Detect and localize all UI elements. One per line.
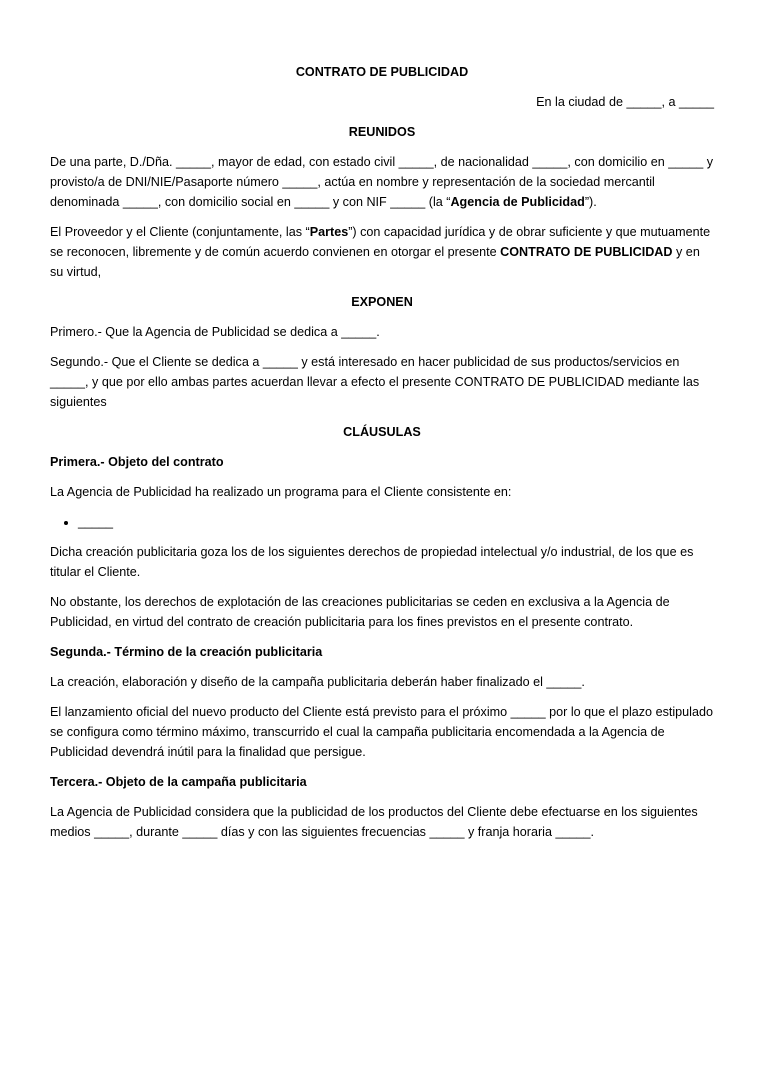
place-date-line: En la ciudad de _____, a _____: [536, 95, 714, 109]
document-body: [50, 62, 714, 852]
heading-reunidos: REUNIDOS: [348, 125, 416, 139]
reunidos-p2-a: El Proveedor y el Cliente (conjuntamente, las “: [50, 225, 310, 239]
exponen-primero: Primero.- Que la Agencia de Publicidad se dedica a _____.: [50, 325, 380, 339]
clausula-segunda-p2: El lanzamiento oficial del nuevo producto del Cliente está previsto para el próximo _____ por lo que el plazo estipulado se configura como término máximo, transcurrido el cual la campaña publicitaria encomendada a la Agencia de Publicidad devendrá inútil para la finalidad que persigue.: [50, 705, 713, 759]
reunidos-p2-bold: Partes: [309, 225, 349, 239]
clausula-tercera-title: Tercera.- Objeto de la campaña publicitaria: [50, 775, 307, 789]
reunidos-p1-text: De una parte, D./Dña. _____, mayor de edad, con estado civil _____, de nacionalidad _____, con domicilio en _____ y provisto/a de DNI/NIE/Pasaporte número _____, actúa en nombre y representación de la sociedad mercantil denominada _____, con domicilio social en _____ y con NIF _____ (la “: [50, 155, 714, 209]
exponen-segundo: Segundo.- Que el Cliente se dedica a _____ y está interesado en hacer publicidad de sus productos/servicios en _____, y que por ello ambas partes acuerdan llevar a efecto el presente CONTRATO DE PUBLICIDAD mediante las siguientes: [50, 355, 700, 409]
heading-exponen: EXPONEN: [351, 295, 413, 309]
reunidos-p1-end: ”).: [584, 195, 597, 209]
clausula-segunda-p1: La creación, elaboración y diseño de la campaña publicitaria deberán haber finalizado el _____.: [50, 675, 585, 689]
clausula-segunda-title: Segunda.- Término de la creación publicitaria: [50, 645, 323, 659]
reunidos-paragraph-1: [50, 152, 714, 212]
heading-clausulas: CLÁUSULAS: [343, 425, 421, 439]
clausula-primera-p2: Dicha creación publicitaria goza los de los siguientes derechos de propiedad intelectual y/o industrial, de los que es titular el Cliente.: [50, 545, 694, 579]
clausula-tercera-p1: La Agencia de Publicidad considera que la publicidad de los productos del Cliente debe efectuarse en los siguientes medios _____, durante _____ días y con las siguientes frecuencias _____ y franja horaria _____.: [50, 805, 698, 839]
document-title: CONTRATO DE PUBLICIDAD: [295, 65, 469, 79]
list-item: • _____: [78, 512, 714, 532]
reunidos-p2-b: ”) con capacidad jurídica y de obrar suficiente y que mutuamente se reconocen, libremente y de común acuerdo convienen en otorgar el presente: [50, 225, 711, 259]
reunidos-p1-bold: Agencia de Publicidad: [450, 195, 585, 209]
clausula-primera-list: [50, 512, 714, 532]
clausula-primera-title: Primera.- Objeto del contrato: [50, 455, 224, 469]
reunidos-paragraph-2: [50, 222, 714, 282]
clausula-primera-p3: No obstante, los derechos de explotación de las creaciones publicitarias se ceden en exclusiva a la Agencia de Publicidad, en virtud del contrato de creación publicitaria para los fines previstos en el presente contrato.: [50, 595, 670, 629]
clausula-primera-p1: La Agencia de Publicidad ha realizado un programa para el Cliente consistente en:: [50, 485, 512, 499]
reunidos-p2-c: y en su virtud,: [50, 245, 700, 279]
reunidos-p2-bold2: CONTRATO DE PUBLICIDAD: [500, 245, 673, 259]
